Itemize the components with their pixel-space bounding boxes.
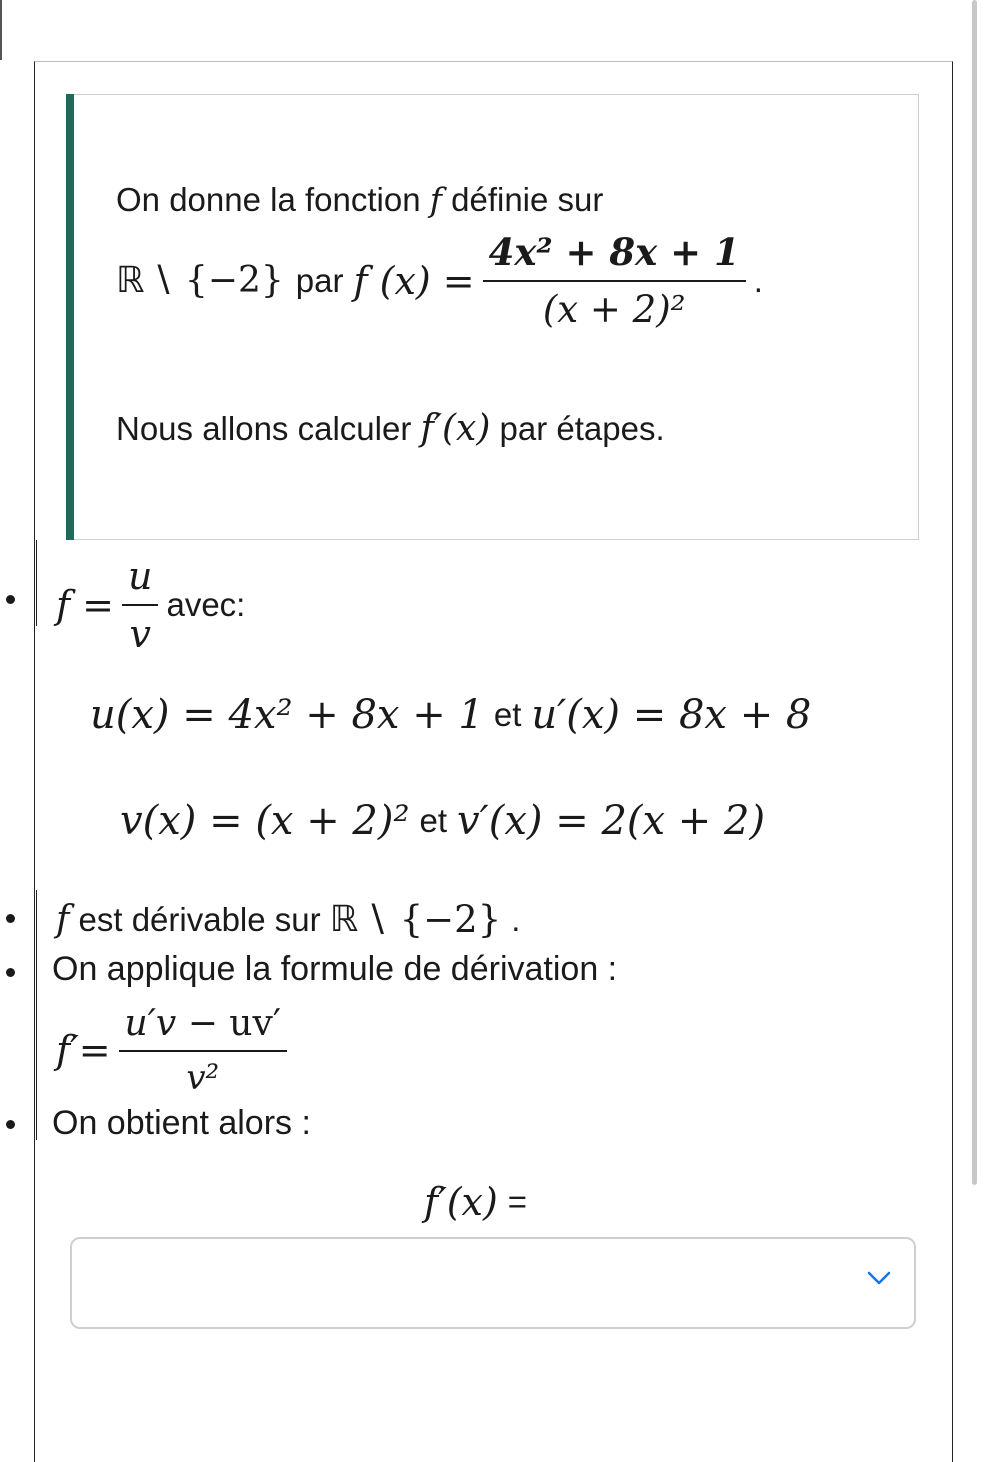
result-line: f′(x) = [424,1180,528,1224]
step-derivable: f est dérivable sur ℝ ∖ {−2} . [56,898,521,941]
chevron-down-icon[interactable] [866,1269,892,1287]
bullet [6,595,15,604]
intro-line-3: Nous allons calculer f′(x) par étapes. [116,408,665,449]
bullet [6,968,15,977]
left-edge [0,0,2,60]
step-quotient: f = $\frac{u}{v}$ avec: [56,554,246,656]
step-formula: f′= $\frac{u'v - uv'}{\text{v²}}$ [56,1002,295,1098]
scrollbar[interactable] [972,0,977,1185]
bullet [6,914,15,923]
intro-line-1: On donne la fonction f définie sur [116,180,604,219]
step-obtain: On obtient alors : [52,1104,311,1142]
step-u-def: u(x) = 4x² + 8x + 1 et u′(x) = 8x + 8 [90,692,812,738]
list-guide-1 [36,540,37,626]
step-v-def: v(x) = (x + 2)² et v′(x) = 2(x + 2) [120,798,766,844]
intro-line-2: ℝ ∖ {−2} par f (x) = $\frac{\text{4x² + 8x + 1}}{\text{(x + 2)²}}$ . [116,230,763,331]
list-guide-2 [36,890,37,1140]
answer-dropdown[interactable] [70,1237,916,1329]
step-apply: On applique la formule de dérivation : [52,950,618,988]
statement-accent-bar [66,94,74,540]
intro-fraction: $\frac{\text{4x² + 8x + 1}}{\text{(x + 2)²}}$ [483,230,746,331]
bullet [6,1120,15,1129]
